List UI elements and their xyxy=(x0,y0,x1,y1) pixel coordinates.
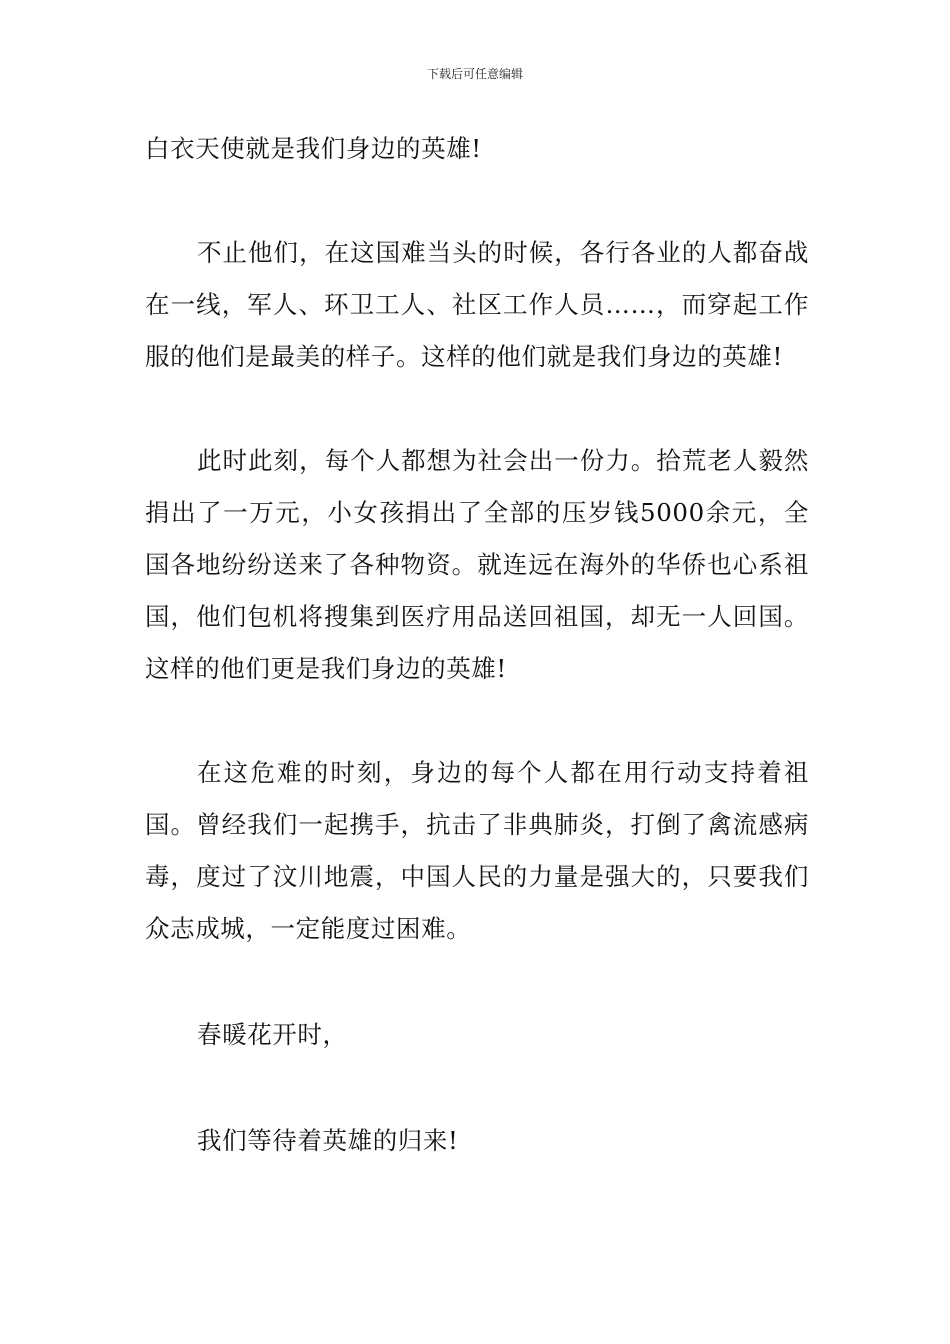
paragraph-spacer xyxy=(145,175,809,227)
page-header: 下载后可任意编辑 xyxy=(426,67,523,81)
paragraph-donations: 此时此刻，每个人都想为社会出一份力。拾荒老人毅然捐出了一万元，小女孩捐出了全部的压岁钱5000余元，全国各地纷纷送来了各种物资。就连远在海外的华侨也心系祖国，他们包机将搜集到医疗用品送回祖国，却无一人回国。这样的他们更是我们身边的英雄! xyxy=(145,446,809,683)
paragraph-spacer xyxy=(145,383,809,435)
paragraph-workers: 不止他们，在这国难当头的时候，各行各业的人都奋战在一线，军人、环卫工人、社区工作人员……，而穿起工作服的他们是最美的样子。这样的他们就是我们身边的英雄! xyxy=(145,238,809,371)
paragraph-unity: 在这危难的时刻，身边的每个人都在用行动支持着祖国。曾经我们一起携手，抗击了非典肺炎，打倒了禽流感病毒，度过了汶川地震，中国人民的力量是强大的，只要我们众志成城，一定能度过困难。 xyxy=(145,758,809,943)
paragraph-closing: 我们等待着英雄的归来! xyxy=(197,1126,459,1155)
paragraph-spacer xyxy=(145,1061,809,1115)
paragraph-spacer xyxy=(145,955,809,1009)
document-body xyxy=(145,123,809,1167)
paragraph-spacer xyxy=(145,695,809,747)
paragraph-spring: 春暖花开时， xyxy=(197,1020,348,1049)
paragraph-continuation: 白衣天使就是我们身边的英雄! xyxy=(145,134,482,163)
